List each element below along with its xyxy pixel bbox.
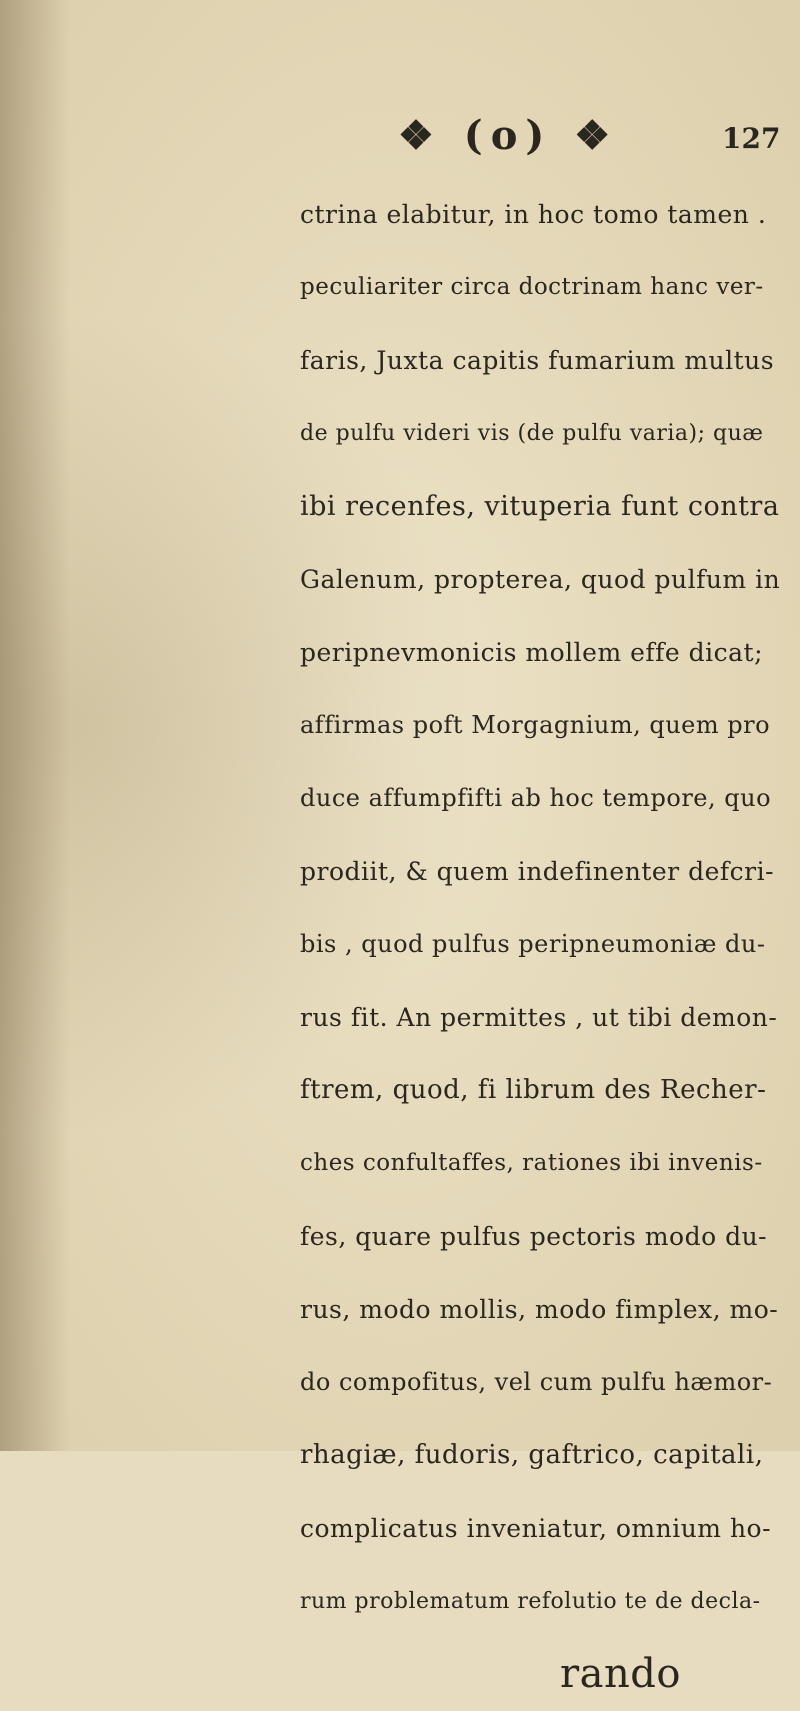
text-line: Galenum, propterea, quod pulfum in xyxy=(300,565,781,594)
text-line: affirmas poft Morgagnium, quem pro xyxy=(300,711,771,739)
header-ornament: ❖ (o) ❖ xyxy=(398,112,619,159)
gutter-shadow xyxy=(0,0,70,1451)
text-line: duce affumpfifti ab hoc tempore, quo xyxy=(300,784,772,812)
text-line: ches confultaffes, rationes ibi invenis- xyxy=(300,1150,763,1176)
text-line: complicatus inveniatur, omnium ho- xyxy=(300,1514,772,1543)
text-line: ftrem, quod, fi librum des Recher- xyxy=(300,1075,767,1105)
text-line: peripnevmonicis mollem effe dicat; xyxy=(300,638,764,667)
catchword: rando xyxy=(560,1651,681,1697)
text-line: prodiit, & quem indefinenter defcri- xyxy=(300,857,775,886)
text-line: do compofitus, vel cum pulfu hæmor- xyxy=(300,1368,773,1396)
page-header xyxy=(0,112,800,172)
text-line: ctrina elabitur, in hoc tomo tamen . xyxy=(300,200,767,229)
text-line: ibi recenfes, vituperia funt contra xyxy=(300,491,780,522)
text-line: bis , quod pulfus peripneumoniæ du- xyxy=(300,930,766,958)
page-number: 127 xyxy=(722,122,781,155)
text-line: fes, quare pulfus pectoris modo du- xyxy=(300,1222,768,1251)
text-line: peculiariter circa doctrinam hanc ver- xyxy=(300,274,764,300)
text-line: rus, modo mollis, modo fimplex, mo- xyxy=(300,1295,779,1324)
text-line: de pulfu videri vis (de pulfu varia); quæ xyxy=(300,421,764,446)
text-line: rum problematum refolutio te de decla- xyxy=(300,1589,761,1614)
text-line: faris, Juxta capitis fumarium multus xyxy=(300,346,775,375)
text-line: rus fit. An permittes , ut tibi demon- xyxy=(300,1003,778,1032)
text-line: rhagiæ, fudoris, gaftrico, capitali, xyxy=(300,1440,764,1470)
body-text xyxy=(300,178,780,1711)
